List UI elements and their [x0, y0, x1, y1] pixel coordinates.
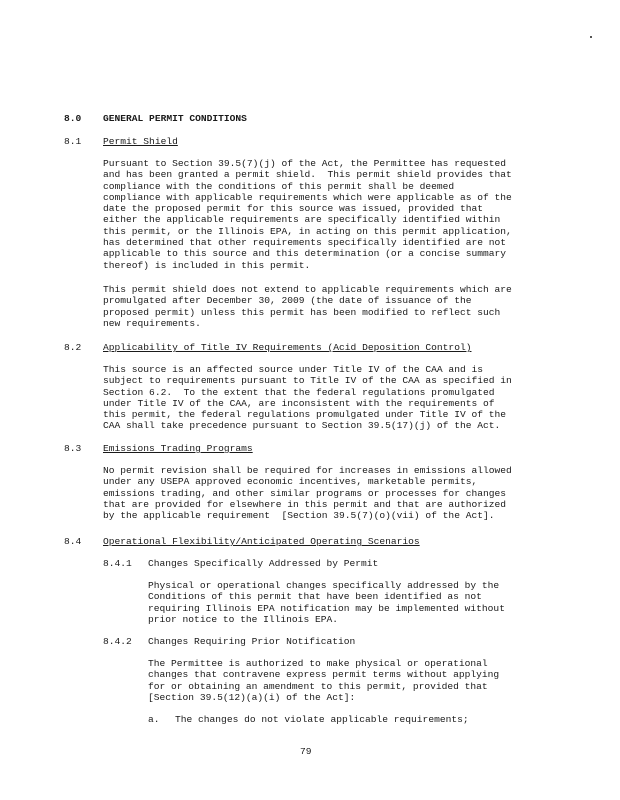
section-8-1-number: 8.1: [64, 136, 82, 147]
section-8-0-number: 8.0: [64, 113, 82, 124]
section-8-2-title: Applicability of Title IV Requirements (Acid Deposition Control): [103, 342, 472, 353]
subsection-8-4-2-number: 8.4.2: [103, 636, 132, 647]
subsection-8-4-2-title: Changes Requiring Prior Notification: [148, 636, 356, 647]
section-8-3-number: 8.3: [64, 443, 82, 454]
subsection-8-4-1-number: 8.4.1: [103, 558, 132, 569]
list-item-a-text: The changes do not violate applicable requirements;: [175, 714, 469, 725]
section-8-1-title: Permit Shield: [103, 136, 178, 147]
subsection-8-4-2-paragraph: The Permittee is authorized to make physical or operational changes that contravene express permit terms without applying for or obtaining an amendment to this permit, provided that [Section 39.5(12)(a)(i) of the Act]:: [148, 658, 500, 703]
section-8-1-paragraph-2: This permit shield does not extend to applicable requirements which are promulgated after December 30, 2009 (the date of issuance of the proposed permit) unless this permit has been modified to reflect such new requirements.: [103, 284, 512, 329]
scan-speck: [590, 36, 592, 38]
subsection-8-4-1-title: Changes Specifically Addressed by Permit: [148, 558, 379, 569]
subsection-8-4-1-paragraph: Physical or operational changes specifically addressed by the Conditions of this permit that have been identified as not requiring Illinois EPA notification may be implemented without prior notice to the Illinois EPA.: [148, 580, 505, 625]
section-8-3-title: Emissions Trading Programs: [103, 443, 253, 454]
page-number: 79: [300, 746, 312, 757]
section-8-2-paragraph: This source is an affected source under Title IV of the CAA and is subject to requirements pursuant to Title IV of the CAA as specified in Section 6.2. To the extent that the federal regulations promulgated under Title IV of the CAA, are inconsistent with the requirements of this permit, the federal regulations promulgated under Title IV of the CAA shall take precedence pursuant to Section 39.5(17)(j) of the Act.: [103, 364, 512, 432]
section-8-3-paragraph: No permit revision shall be required for increases in emissions allowed under any USEPA approved economic incentives, marketable permits, emissions trading, and other similar programs or processes for changes that are provided for elsewhere in this permit and that are authorized by the applicable requirement [Section 39.5(7)(o)(vii) of the Act].: [103, 465, 512, 522]
section-8-2-number: 8.2: [64, 342, 82, 353]
section-8-4-title: Operational Flexibility/Anticipated Operating Scenarios: [103, 536, 420, 547]
section-8-1-paragraph-1: Pursuant to Section 39.5(7)(j) of the Act, the Permittee has requested and has been granted a permit shield. This permit shield provides that compliance with the conditions of this permit shall be deemed compliance with applicable requirements which were applicable as of the date the proposed permit for this source was issued, provided that either the applicable requirements are specifically identified within this permit, or the Illinois EPA, in acting on this permit application, has determined that other requirements specifically identified are not applicable to this source and this determination (or a concise summary thereof) is included in this permit.: [103, 158, 512, 271]
list-item-a-letter: a.: [148, 714, 160, 725]
section-8-4-number: 8.4: [64, 536, 82, 547]
section-8-0-title: GENERAL PERMIT CONDITIONS: [103, 113, 247, 124]
